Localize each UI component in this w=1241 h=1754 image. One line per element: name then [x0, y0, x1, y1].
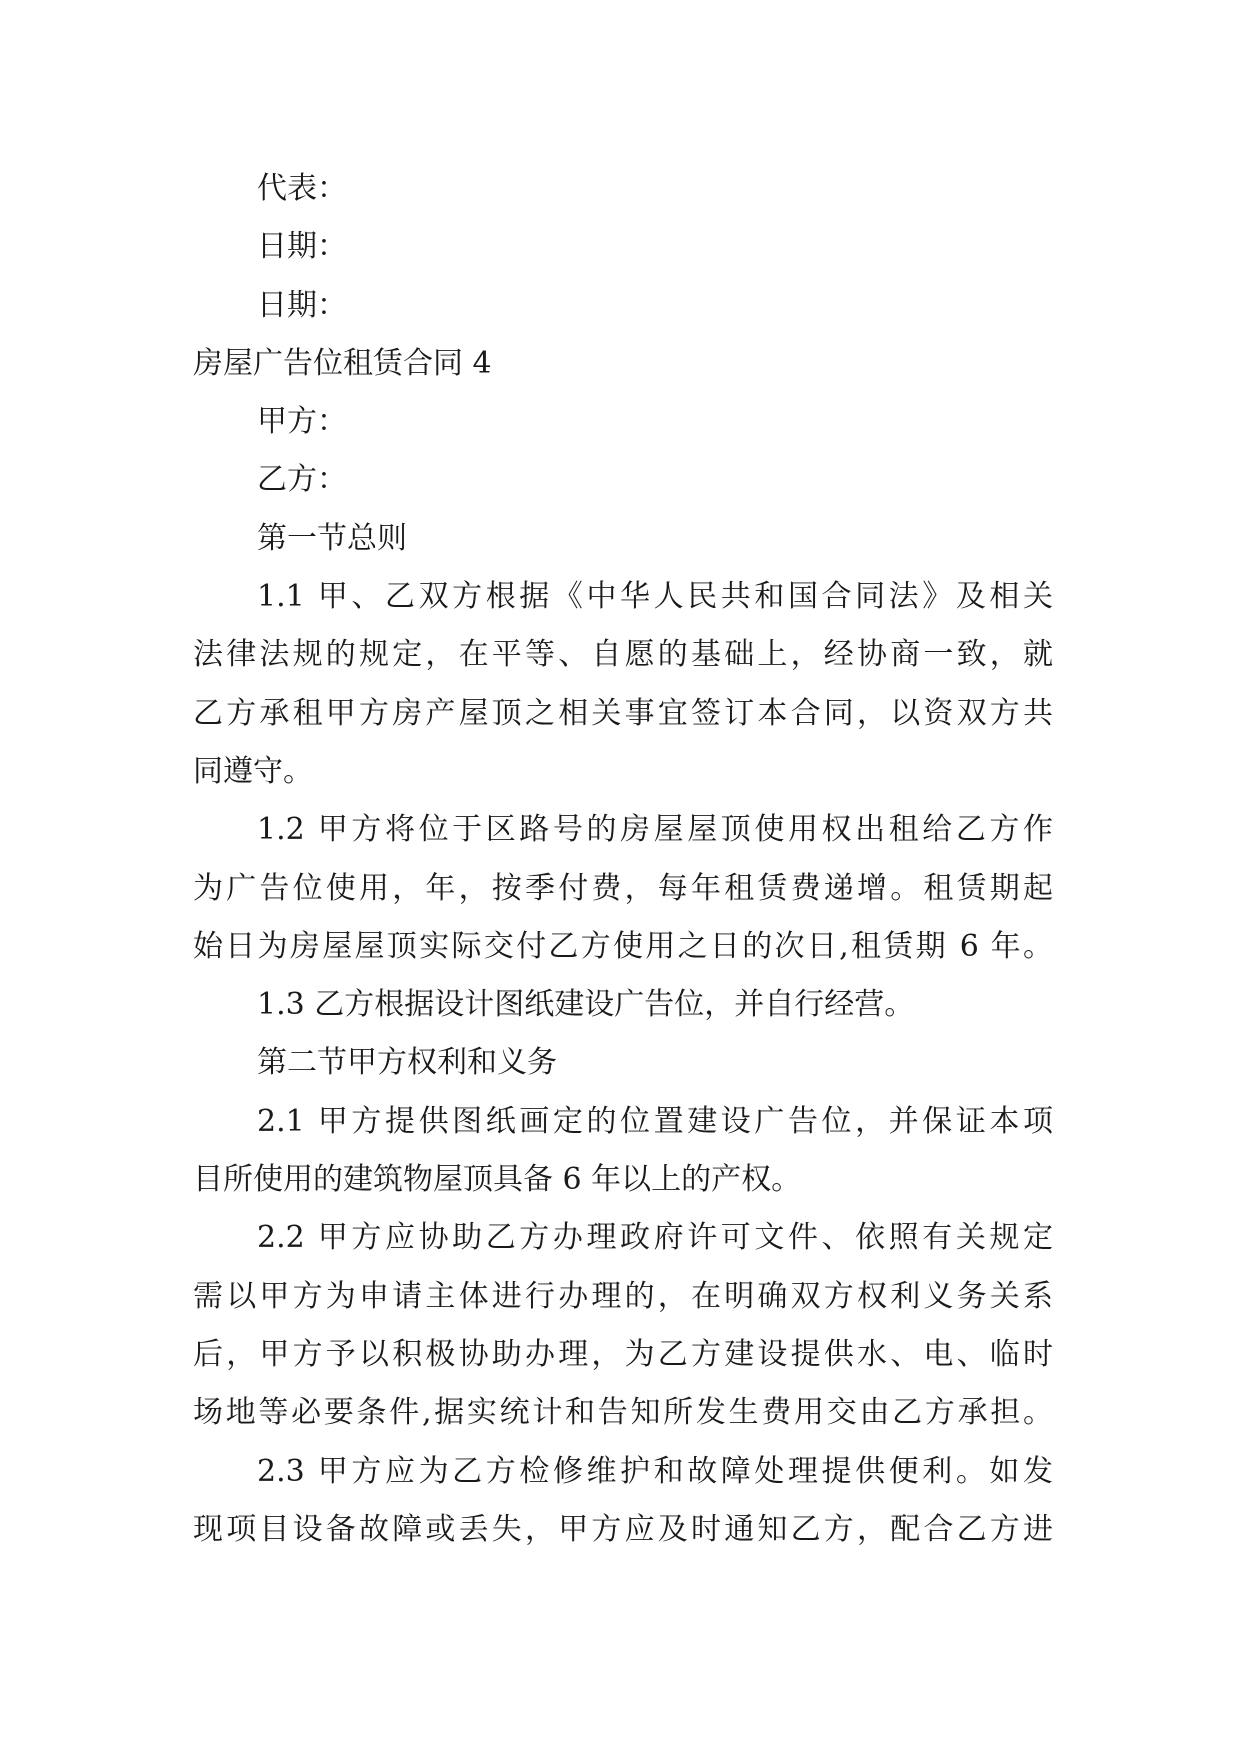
text-line: 场地等必要条件,据实统计和告知所发生费用交由乙方承担。	[193, 1395, 1053, 1431]
text-line: 1.1 甲、乙双方根据《中华人民共和国合同法》及相关	[257, 579, 1053, 615]
text-line: 第一节总则	[257, 520, 407, 556]
text-line: 第二节甲方权利和义务	[257, 1045, 557, 1081]
text-line: 乙方：	[257, 462, 347, 498]
text-line: 甲方：	[257, 404, 347, 440]
text-line: 日期：	[257, 287, 347, 323]
text-line: 1.2 甲方将位于区路号的房屋屋顶使用权出租给乙方作	[257, 812, 1053, 848]
text-line: 始日为房屋屋顶实际交付乙方使用之日的次日,租赁期 6 年。	[193, 928, 1053, 964]
text-line: 为广告位使用，年，按季付费，每年租赁费递增。租赁期起	[193, 870, 1053, 906]
text-line: 同遵守。	[193, 753, 313, 789]
text-line: 房屋广告位租赁合同 4	[193, 345, 492, 381]
text-line: 后，甲方予以积极协助办理，为乙方建设提供水、电、临时	[193, 1336, 1053, 1372]
document-body	[193, 160, 1053, 1559]
text-line: 法律法规的规定，在平等、自愿的基础上，经协商一致，就	[193, 637, 1053, 673]
text-line: 2.1 甲方提供图纸画定的位置建设广告位，并保证本项	[257, 1103, 1053, 1139]
text-line: 现项目设备故障或丢失，甲方应及时通知乙方，配合乙方进	[193, 1511, 1053, 1547]
text-line: 日期：	[257, 229, 347, 265]
text-line: 1.3 乙方根据设计图纸建设广告位，并自行经营。	[257, 987, 915, 1023]
text-line: 2.3 甲方应为乙方检修维护和故障处理提供便利。如发	[257, 1453, 1053, 1489]
text-line: 代表：	[257, 171, 347, 206]
text-line: 2.2 甲方应协助乙方办理政府许可文件、依照有关规定	[257, 1220, 1053, 1256]
text-line: 目所使用的建筑物屋顶具备 6 年以上的产权。	[193, 1162, 802, 1198]
text-line: 乙方承租甲方房产屋顶之相关事宜签订本合同，以资双方共	[193, 695, 1053, 731]
text-line: 需以甲方为申请主体进行办理的，在明确双方权利义务关系	[193, 1278, 1053, 1314]
